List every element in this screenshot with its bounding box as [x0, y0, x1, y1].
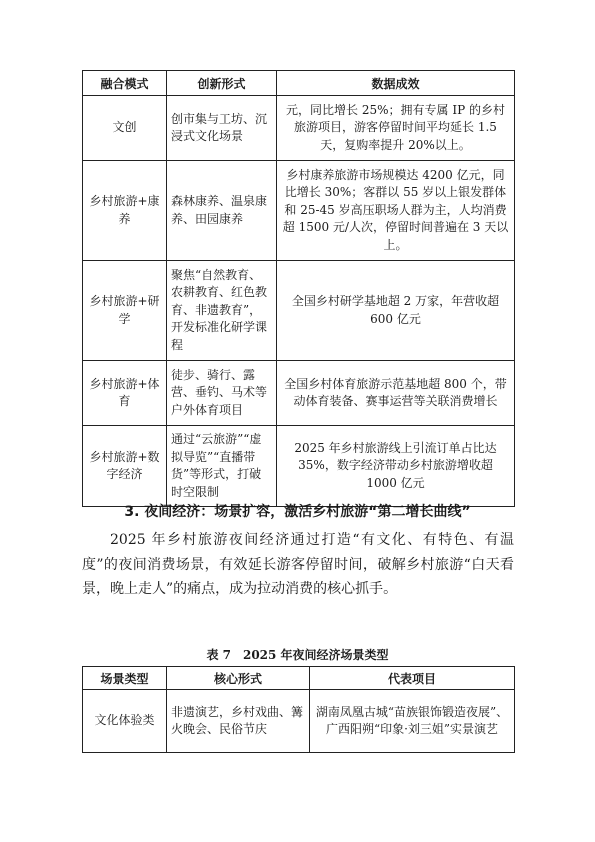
- cell-data: 元，同比增长 25%；拥有专属 IP 的乡村旅游项目，游客停留时间平均延长 1.5 天，复购率提升 20%以上。: [277, 96, 515, 161]
- integration-mode-table: [82, 70, 515, 507]
- column-header-form: 核心形式: [167, 667, 310, 690]
- cell-mode: 乡村旅游+体育: [83, 361, 167, 426]
- column-header-form: 创新形式: [167, 71, 277, 96]
- cell-form: 徒步、骑行、露营、垂钓、马术等户外体育项目: [167, 361, 277, 426]
- column-header-project: 代表项目: [310, 667, 515, 690]
- cell-form: 森林康养、温泉康养、田园康养: [167, 161, 277, 261]
- cell-data: 全国乡村研学基地超 2 万家，年营收超 600 亿元: [277, 261, 515, 361]
- table-header-row: [83, 71, 515, 96]
- column-header-data: 数据成效: [277, 71, 515, 96]
- table-row: [83, 426, 515, 507]
- cell-type: 文化体验类: [83, 690, 167, 753]
- column-header-type: 场景类型: [83, 667, 167, 690]
- cell-mode: 乡村旅游+研学: [83, 261, 167, 361]
- cell-form: 非遗演艺，乡村戏曲、篝火晚会、民俗节庆: [167, 690, 310, 753]
- section-heading: 3. 夜间经济：场景扩容，激活乡村旅游“第二增长曲线”: [124, 504, 471, 520]
- cell-mode: 乡村旅游+数字经济: [83, 426, 167, 507]
- table-row: [83, 161, 515, 261]
- table-row: [83, 361, 515, 426]
- cell-data: 全国乡村体育旅游示范基地超 800 个，带动体育装备、赛事运营等关联消费增长: [277, 361, 515, 426]
- table-row: [83, 261, 515, 361]
- body-paragraph: 2025 年乡村旅游夜间经济通过打造“有文化、有特色、有温度”的夜间消费场景，有效延长游客停留时间，破解乡村旅游“白天看景，晚上走人”的痛点，成为拉动消费的核心抓手。: [82, 532, 514, 597]
- night-economy-scene-table: [82, 666, 515, 753]
- cell-project: 湖南凤凰古城“苗族银饰锻造夜展”、广西阳朔“印象·刘三姐”实景演艺: [310, 690, 515, 753]
- cell-form: 聚焦“自然教育、农耕教育、红色教育、非遗教育”，开发标准化研学课程: [167, 261, 277, 361]
- table-header-row: [83, 667, 515, 690]
- cell-mode: 文创: [83, 96, 167, 161]
- cell-data: 2025 年乡村旅游线上引流订单占比达 35%，数字经济带动乡村旅游增收超 1000 亿元: [277, 426, 515, 507]
- cell-data: 乡村康养旅游市场规模达 4200 亿元，同比增长 30%；客群以 55 岁以上银发群体和 25-45 岁高压职场人群为主，人均消费超 1500 元/人次，停留时间普遍在 3 天以上。: [277, 161, 515, 261]
- column-header-mode: 融合模式: [83, 71, 167, 96]
- table-row: [83, 96, 515, 161]
- cell-form: 创市集与工坊、沉浸式文化场景: [167, 96, 277, 161]
- cell-form: 通过“云旅游”“虚拟导览”“直播带货”等形式，打破时空限制: [167, 426, 277, 507]
- table-row: [83, 690, 515, 753]
- table-caption: 表 7 2025 年夜间经济场景类型: [206, 648, 389, 662]
- cell-mode: 乡村旅游+康养: [83, 161, 167, 261]
